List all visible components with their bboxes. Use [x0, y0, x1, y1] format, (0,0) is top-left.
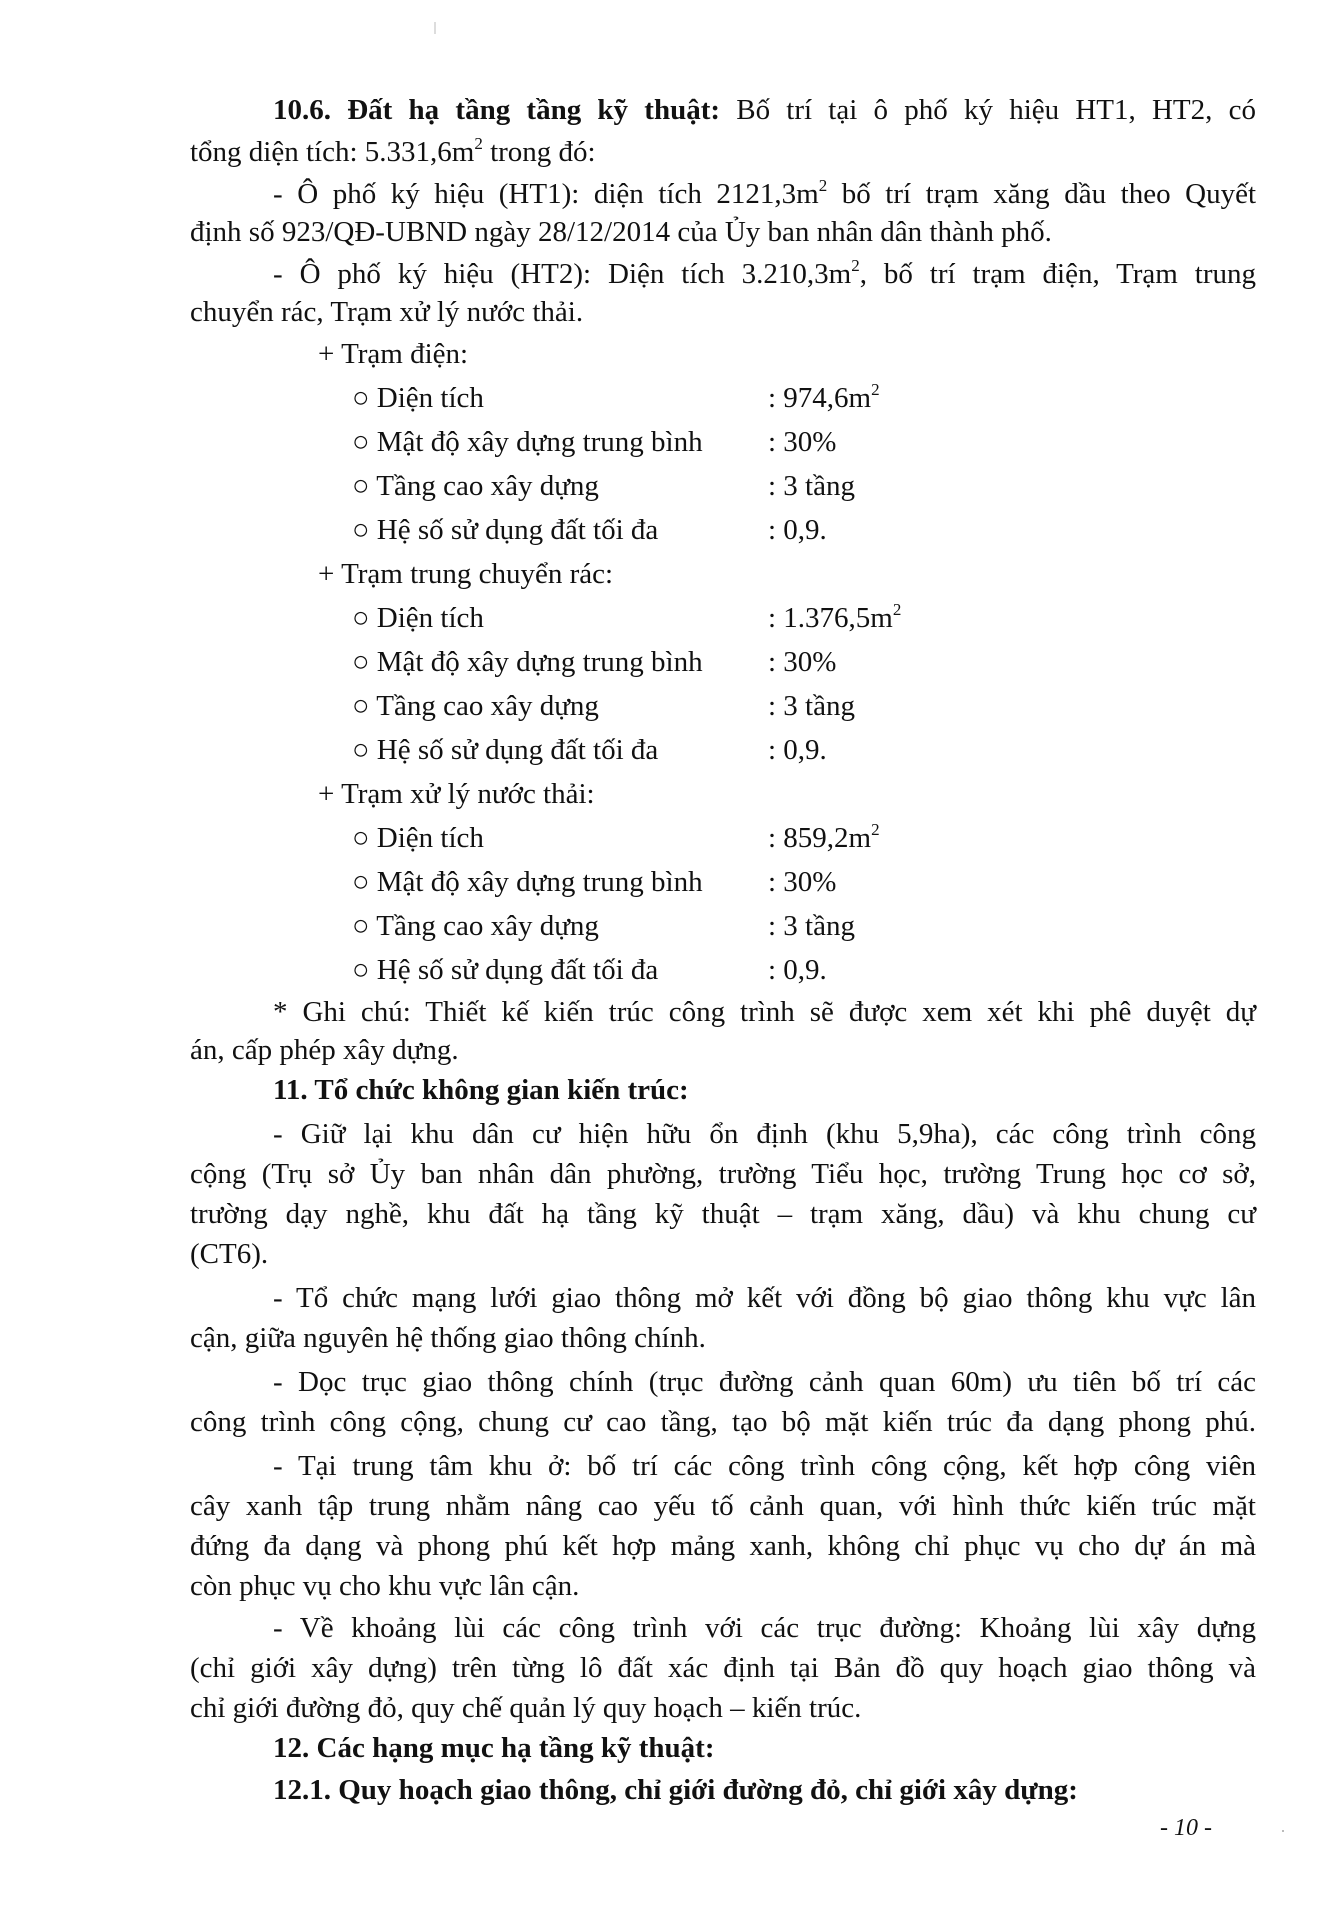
section-11-line: cận, giữa nguyên hệ thống giao thông chính. [190, 1322, 706, 1354]
section-12-heading: 12. Các hạng mục hạ tầng kỹ thuật: [273, 1732, 715, 1764]
section-11-line: công trình công cộng, chung cư cao tầng, tạo bộ mặt kiến trúc đa dạng phong phú. [190, 1406, 1256, 1438]
section-11-line: - Giữ lại khu dân cư hiện hữu ổn định (khu 5,9ha), các công trình công [273, 1118, 1256, 1150]
station-row-label: ○ Mật độ xây dựng trung bình [352, 426, 703, 458]
ht2-line-2: chuyển rác, Trạm xử lý nước thải. [190, 296, 584, 328]
section-11-line: - Tổ chức mạng lưới giao thông mở kết với đồng bộ giao thông khu vực lân [273, 1282, 1256, 1314]
station-row-value: : 0,9. [768, 954, 827, 986]
station-row-label: ○ Diện tích [352, 822, 484, 854]
section-11-line: trường dạy nghề, khu đất hạ tầng kỹ thuật – trạm xăng, dầu) và khu chung cư [190, 1198, 1256, 1230]
station-row-label: ○ Tầng cao xây dựng [352, 690, 599, 722]
station-row-value: : 30% [768, 426, 837, 458]
station-row-value: : 3 tầng [768, 690, 855, 722]
section-11-heading: 11. Tổ chức không gian kiến trúc: [273, 1074, 689, 1106]
ht1-line-2: định số 923/QĐ-UBND ngày 28/12/2014 của Ủy ban nhân dân thành phố. [190, 216, 1052, 248]
station-title-tram-trung-chuyen-rac: + Trạm trung chuyển rác: [318, 558, 614, 590]
station-row-label: ○ Mật độ xây dựng trung bình [352, 646, 703, 678]
scan-dot [1282, 1830, 1284, 1832]
note-line-2: án, cấp phép xây dựng. [190, 1034, 459, 1066]
station-row-value: : 0,9. [768, 514, 827, 546]
station-row-label: ○ Hệ số sử dụng đất tối đa [352, 954, 659, 986]
station-row-label: ○ Tầng cao xây dựng [352, 470, 599, 502]
station-row-value: : $974,6m^2$ [768, 380, 880, 414]
station-row-label: ○ Tầng cao xây dựng [352, 910, 599, 942]
section-11-line: còn phục vụ cho khu vực lân cận. [190, 1570, 580, 1602]
station-row-value: : 3 tầng [768, 470, 855, 502]
page-number: - 10 - [1160, 1815, 1212, 1841]
station-row-value: : 30% [768, 866, 837, 898]
station-row-label: ○ Hệ số sử dụng đất tối đa [352, 734, 659, 766]
section-11-line: cây xanh tập trung nhằm nâng cao yếu tố cảnh quan, với hình thức kiến trúc mặt [190, 1490, 1256, 1522]
station-row-label: ○ Mật độ xây dựng trung bình [352, 866, 703, 898]
section-11-line: - Về khoảng lùi các công trình với các trục đường: Khoảng lùi xây dựng [273, 1612, 1256, 1644]
station-row-value: : $859,2m^2$ [768, 820, 880, 854]
section-11-line: đứng đa dạng và phong phú kết hợp mảng xanh, không chỉ phục vụ cho dự án mà [190, 1530, 1256, 1562]
section-11-line: (CT6). [190, 1238, 269, 1270]
ht2-line-1: - Ô phố ký hiệu (HT2): Diện tích $3.210,3m^2$, bố trí trạm điện, Trạm trung [273, 256, 1256, 290]
station-row-value: : 3 tầng [768, 910, 855, 942]
station-row-value: : 30% [768, 646, 837, 678]
note-line-1: * Ghi chú: Thiết kế kiến trúc công trình sẽ được xem xét khi phê duyệt dự [273, 996, 1256, 1028]
ht1-line-1: - Ô phố ký hiệu (HT1): diện tích $2121,3m^2$ bố trí trạm xăng dầu theo Quyết [273, 176, 1256, 210]
section-10-6-heading: 10.6. Đất hạ tầng tầng kỹ thuật: [273, 94, 721, 126]
station-row-value: : $1.376,5m^2$ [768, 600, 902, 634]
station-row-label: ○ Diện tích [352, 602, 484, 634]
section-11-line: - Dọc trục giao thông chính (trục đường cảnh quan 60m) ưu tiên bố trí các [273, 1366, 1256, 1398]
station-title-tram-dien: + Trạm điện: [318, 338, 469, 370]
section-11-line: chỉ giới đường đỏ, quy chế quản lý quy hoạch – kiến trúc. [190, 1692, 862, 1724]
section-10-6-line-1: 10.6. Đất hạ tầng tầng kỹ thuật: Bố trí tại ô phố ký hiệu HT1, HT2, có [273, 94, 1256, 126]
section-12-1-heading: 12.1. Quy hoạch giao thông, chỉ giới đường đỏ, chỉ giới xây dựng: [273, 1774, 1078, 1806]
section-11-line: - Tại trung tâm khu ở: bố trí các công trình công cộng, kết hợp công viên [273, 1450, 1256, 1482]
station-title-tram-xu-ly-nuoc-thai: + Trạm xử lý nước thải: [318, 778, 595, 810]
station-row-value: : 0,9. [768, 734, 827, 766]
scan-mark [434, 22, 436, 34]
section-10-6-line-2: tổng diện tích: $5.331,6m^2$ trong đó: [190, 134, 596, 168]
section-11-line: cộng (Trụ sở Ủy ban nhân dân phường, trường Tiểu học, trường Trung học cơ sở, [190, 1158, 1256, 1190]
station-row-label: ○ Hệ số sử dụng đất tối đa [352, 514, 659, 546]
section-11-line: (chỉ giới xây dựng) trên từng lô đất xác định tại Bản đồ quy hoạch giao thông và [190, 1652, 1256, 1684]
station-row-label: ○ Diện tích [352, 382, 484, 414]
